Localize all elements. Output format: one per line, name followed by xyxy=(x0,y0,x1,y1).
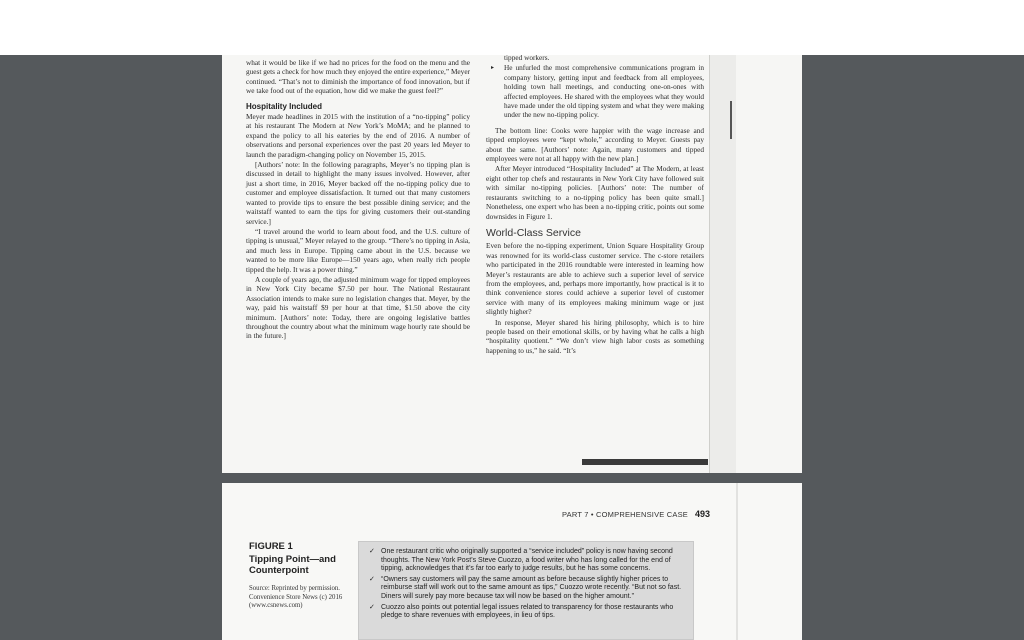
paragraph: “I travel around the world to learn about food, and the U.S. culture of tipping is unusual,” Meyer relayed to the group. “There’s no tipping in Asia, and much less in Europe. Tipping came about in the U.S. because we wanted to be more like Europe—150 years ago, when really rich people tipped the help. It was a power thing.” xyxy=(246,226,470,274)
running-head: PART 7 • COMPREHENSIVE CASE xyxy=(562,510,688,519)
figure-box xyxy=(358,541,694,640)
figure-item xyxy=(367,604,685,621)
figure-item-text: One restaurant critic who originally supported a “service included” policy is now having second thoughts. The New York Post’s Steve Cuozzo, a food writer who has long called for the end of tipping, acknowledges that it’s far too early to judge results, but he has some concerns. xyxy=(381,548,673,573)
section-heading-world-class: World-Class Service xyxy=(486,226,581,239)
page-edge-line xyxy=(736,483,738,640)
figure-title: Tipping Point—and Counterpoint xyxy=(249,554,336,576)
figure-item-text: “Owners say customers will pay the same amount as before because slightly higher prices to reimburse staff will work out to the same amount as tips,” Cuozzo wrote recently. “But not so fast. Diners will surely pay more because tax will now be based on the higher amount.” xyxy=(381,575,682,600)
fragment-line: tipped workers. xyxy=(504,55,550,62)
paragraph: The bottom line: Cooks were happier with the wage increase and tipped employees were “kept whole,” according to Meyer. Guests pay about the same. [Authors’ note: Again, many customers and tipped employees were not at all happy with the new plan.] xyxy=(486,125,704,164)
figure-item-text: Cuozzo also points out potential legal issues related to transparency for those restaurants who pledge to share revenues with employees, in lieu of tips. xyxy=(381,603,674,620)
figure-item xyxy=(367,548,685,574)
viewer-top-bar xyxy=(0,0,1024,55)
paragraph: A couple of years ago, the adjusted minimum wage for tipped employees in New York City became $7.50 per hour. The National Restaurant Association intends to make sure no legislation changes that. Meyer, by the way, paid his waitstaff $9 per hour at that time, $1.50 above the city minimum. [Authors’ note: Today, there are ongoing legislative battles throughout the country about what the minimum wage hourly rate should be in the future.] xyxy=(246,274,470,341)
paragraph: After Meyer introduced “Hospitality Included” at The Modern, at least eight other top chefs and restaurants in New York City have followed suit with similar no-tipping policies. [Authors’ note: The number of restaurants switching to a no-tipping policy has been quite small.] Nonetheless, one expert who has been a no-tipping critic, points out some downsides in Figure 1. xyxy=(486,164,704,221)
scan-shadow xyxy=(582,459,708,465)
document-page-493 xyxy=(222,483,802,640)
bullet-arrow-icon: ▸ xyxy=(491,65,495,72)
paragraph: In response, Meyer shared his hiring philosophy, which is to hire people based on their emotional skills, or by having what he calls a high “hospitality quotient.” “We don’t view high labor costs as something happening to us,” he said. “It’s xyxy=(486,317,704,355)
paragraph: Even before the no-tipping experiment, Union Square Hospitality Group was renowned for its world-class customer service. The c-store retailers who participated in the 2016 roundtable were interested in learning how Meyer’s restaurants are able to achieve such a superior level of service from the employees, and, perhaps more importantly, how practical is it to think convenience stores could achieve a superior level of customer service with many of its employees making minimum wage or just slightly higher? xyxy=(486,241,704,317)
document-page-492 xyxy=(222,55,802,473)
margin-line xyxy=(730,101,732,139)
right-text-column xyxy=(486,55,704,356)
figure-item xyxy=(367,576,685,602)
checkmark-icon: ✓ xyxy=(369,575,375,583)
bullet-text: He unfurled the most comprehensive communications program in company history, getting input and feedback from all employees, holding town hall meetings, and conducting one-on-ones with affected employees. He shared with the employees what they would have made under the old tipping system and what they were making under the new no-tipping policy. xyxy=(504,63,704,120)
figure-caption xyxy=(249,541,349,611)
bullet-item xyxy=(486,63,704,119)
intro-paragraph: what it would be like if we had no prices for the food on the menu and the guest gets a check for how much they enjoyed the entire experience,” Meyer continued. “That’s not to diminish the importance of food innovation, but if we take food out of the equation, how did we make the guest feel?” xyxy=(246,58,470,96)
checkmark-icon: ✓ xyxy=(369,603,375,611)
authors-note-paragraph: [Authors’ note: In the following paragraphs, Meyer’s no tipping plan is discussed in detail to highlight the many issues involved. However, after just a short time, in 2016, Meyer backed off the no-tipping policy due to customer and employee dissatisfaction. It turned out that many customers wanted to provide tips to ensure the best possible dining service; and the waitstaff wanted to earn the tips for giving customers their out-standing service.] xyxy=(246,160,470,226)
section-heading-hospitality: Hospitality Included xyxy=(246,101,323,111)
figure-source: Source: Reprinted by permission. Convenience Store News (c) 2016 (www.csnews.com) xyxy=(249,585,343,610)
left-text-column xyxy=(246,58,470,342)
figure-number: FIGURE 1 xyxy=(249,541,293,552)
paragraph: Meyer made headlines in 2015 with the institution of a “no-tipping” policy at his restaurant The Modern at New York’s MoMA; and he planned to expand the policy to all his eateries by the end of 2016. A number of observations and personal experiences over the past 20 years led Meyer to launch the paradigm-changing policy on November 15, 2015. xyxy=(246,112,470,159)
page-number: 493 xyxy=(695,509,711,519)
checkmark-icon: ✓ xyxy=(369,548,375,555)
